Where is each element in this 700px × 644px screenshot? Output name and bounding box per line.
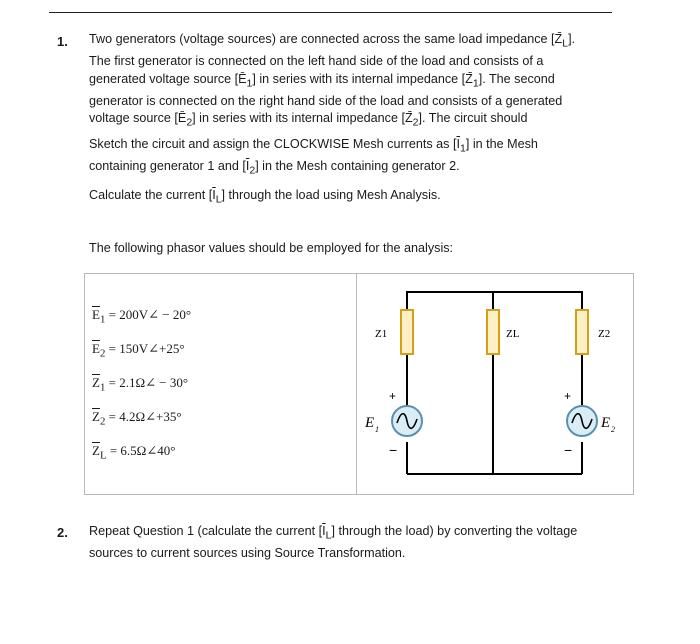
e2-minus-sign: − — [564, 442, 573, 458]
z1-label: Z1 — [375, 328, 388, 340]
question-2-text: Repeat Question 1 (calculate the current $[\overline{I}_L]$ through the load) by converting the voltage sources to current sources using Source Transformation. — [89, 524, 578, 561]
phasor-e2: $\overline{E}_2$ = 150V∠+25° — [92, 341, 185, 360]
circuit-diagram — [356, 274, 633, 494]
question-1-paragraph-1: Two generators (voltage sources) are connected across the same load impedance $[Z̄_L]$. The first generator is connected on the left hand side of the load and consists of a generated voltage source $[Ē_1]$ in series with its internal impedance $[Z̄_1]$. The second generator is connected on the right hand side of the load and consists of a generated voltage source $[Ē_2]$ in series with its internal impedance $[Z̄_2]$. The circuit should — [89, 32, 576, 129]
e2-plus-sign: + — [564, 389, 572, 403]
question-1-paragraph-3: Calculate the current $[\overline{I}_L]$ through the load using Mesh Analysis. — [89, 188, 441, 206]
question-2-number: 2. — [57, 525, 68, 540]
e2-label: E — [601, 415, 611, 431]
zl-resistor — [487, 310, 499, 354]
phasor-z1: $\overline{Z}_1$ = 2.1Ω∠ − 30° — [92, 375, 189, 394]
z2-label: Z2 — [598, 328, 611, 340]
e1-label-sub: 1 — [375, 425, 379, 434]
question-1-paragraph-4: The following phasor values should be employed for the analysis: — [89, 241, 454, 255]
z2-resistor — [576, 310, 588, 354]
zl-label: ZL — [506, 328, 520, 340]
e1-label: E — [365, 415, 375, 431]
top-rule — [49, 12, 612, 13]
e1-plus-sign: + — [389, 389, 397, 403]
phasor-e1: $\overline{E}_1$ = 200V∠ − 20° — [92, 307, 192, 326]
phasor-zl: $\overline{Z}_L$ = 6.5Ω∠40° — [92, 443, 176, 462]
e2-label-sub: 2 — [611, 425, 615, 434]
phasor-figure — [84, 273, 634, 495]
question-1-paragraph-2: Sketch the circuit and assign the CLOCKWISE Mesh currents as $[\overline{I}_1]$ in the Mesh containing generator 1 and $[\overline{I}_2]$ in the Mesh containing generator 2. — [89, 137, 538, 177]
phasor-z2: $\overline{Z}_2$ = 4.2Ω∠+35° — [92, 409, 182, 428]
e1-minus-sign: − — [389, 442, 398, 458]
z1-resistor — [401, 310, 413, 354]
question-1-number: 1. — [57, 34, 68, 49]
